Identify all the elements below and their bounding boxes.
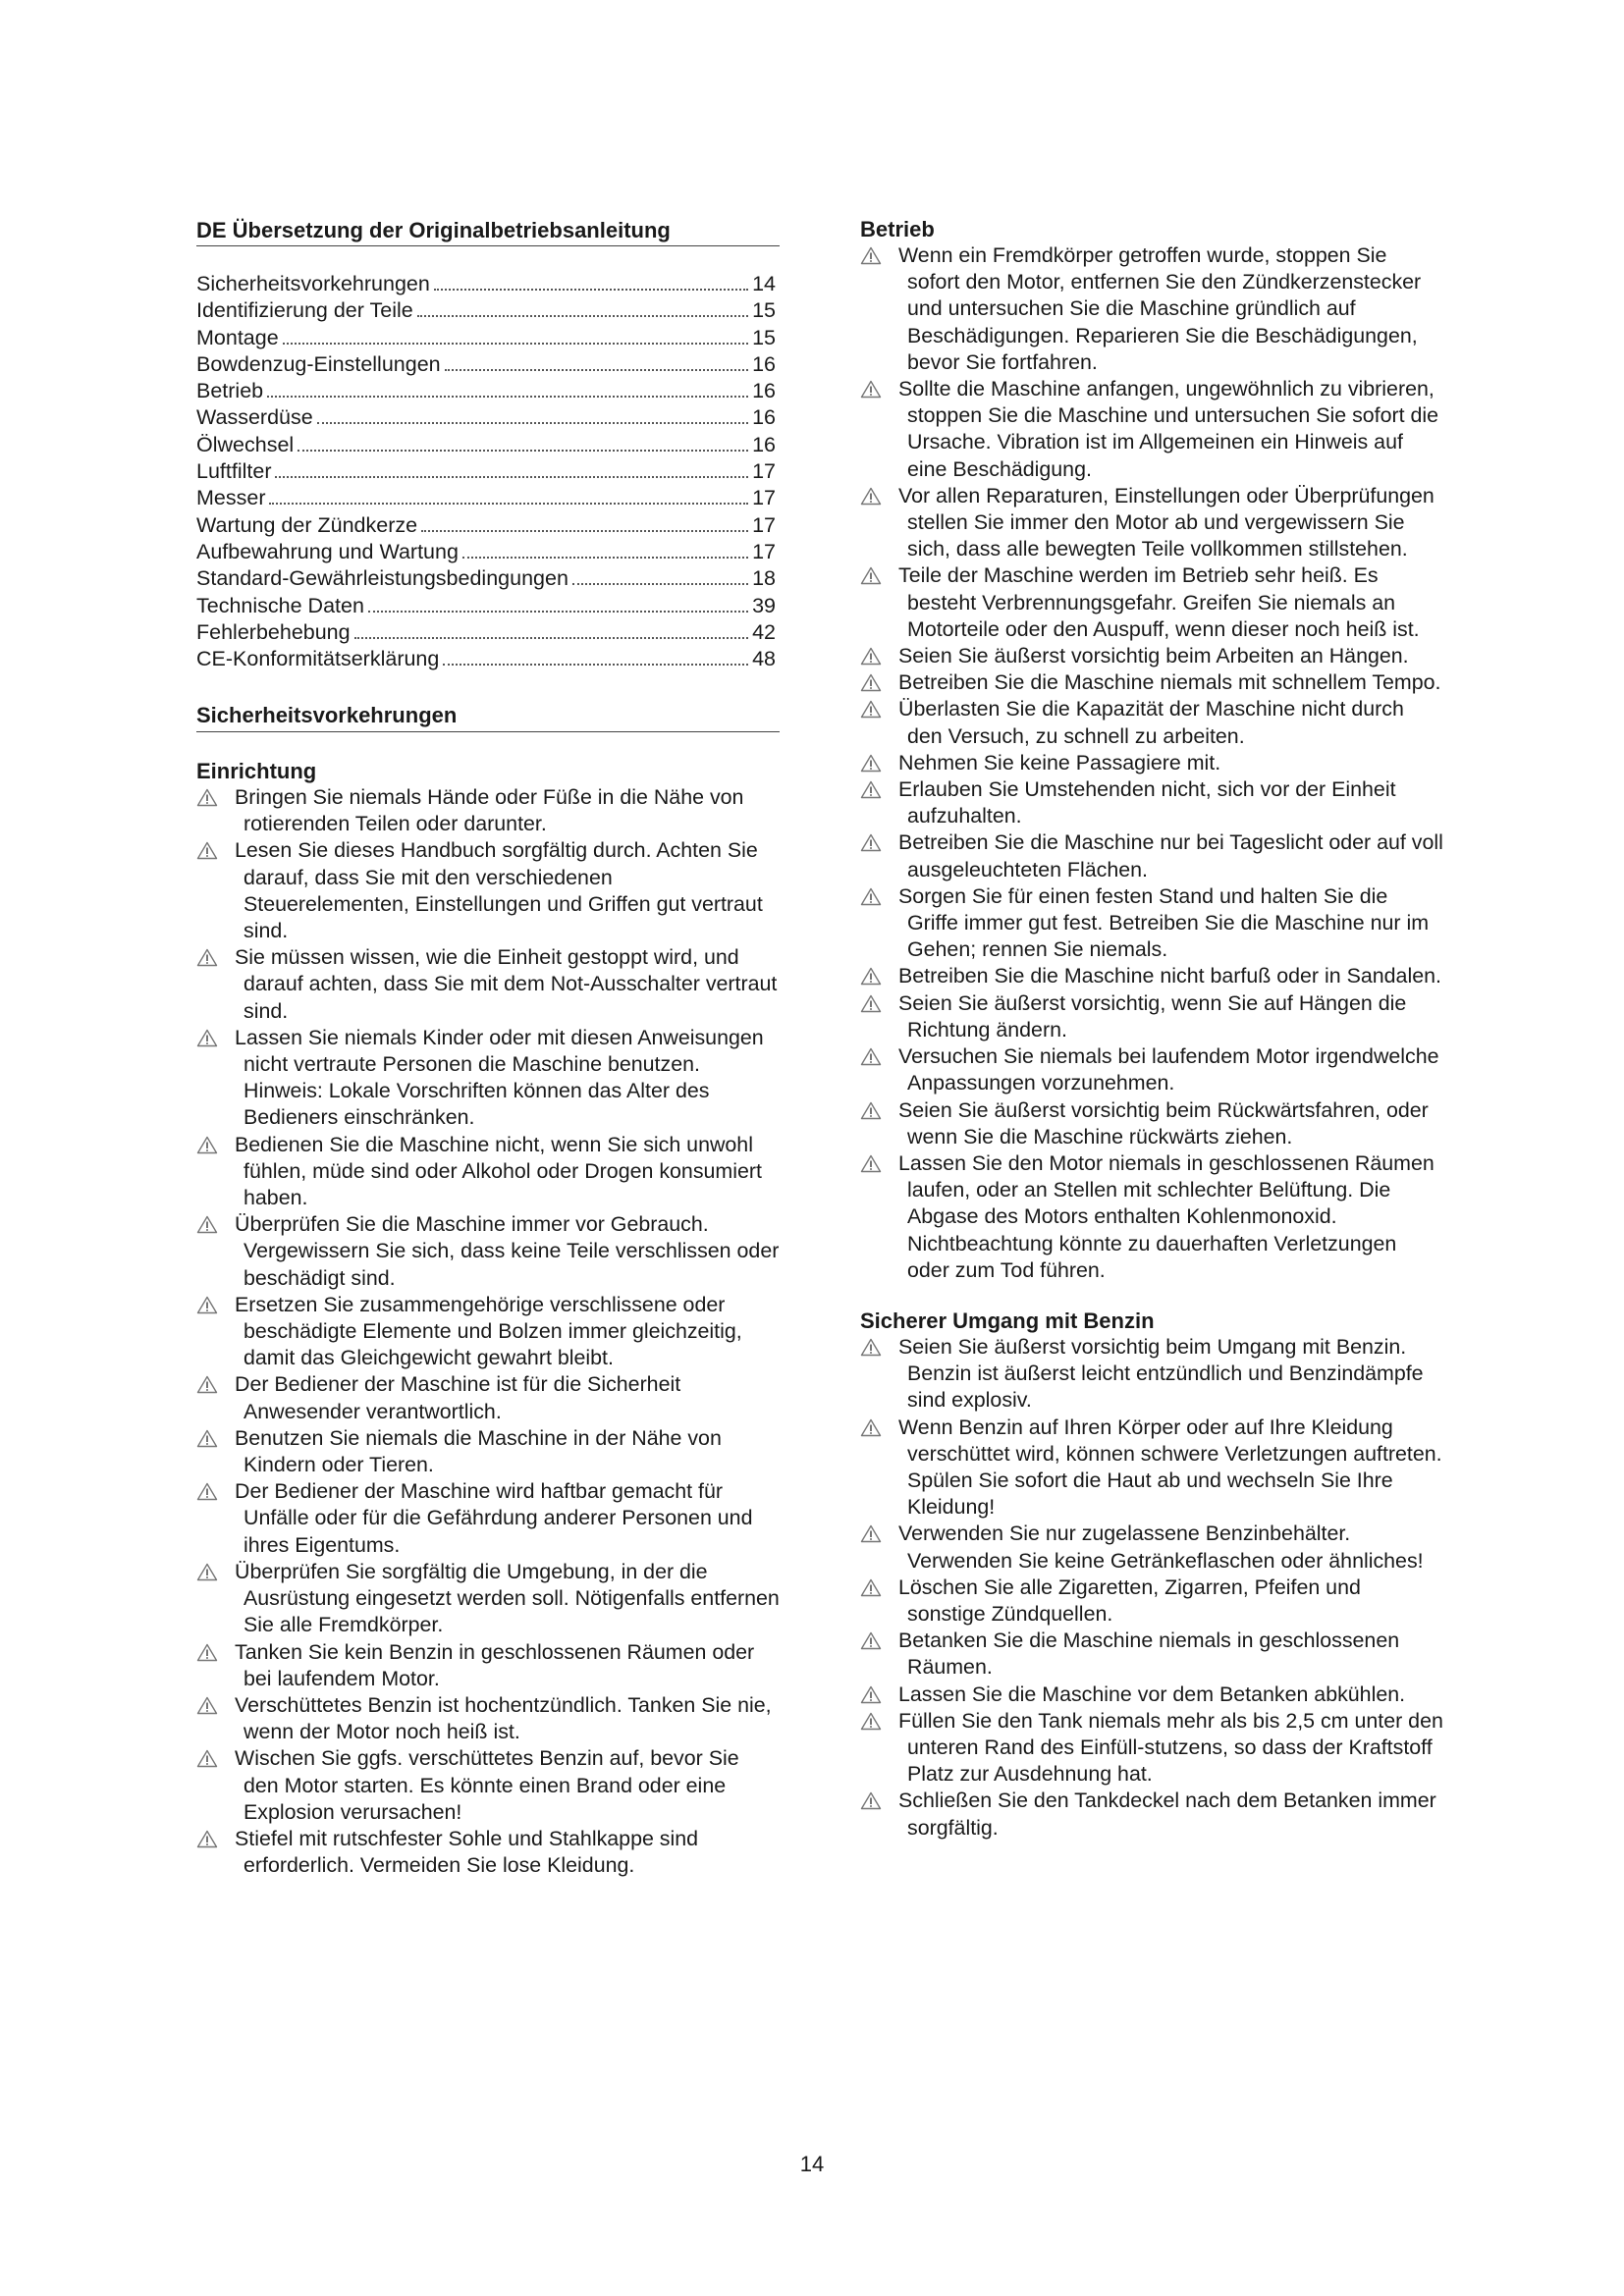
toc-entry-title: Aufbewahrung und Wartung [196, 539, 459, 563]
warning-item [196, 1639, 780, 1692]
warning-triangle-icon [860, 780, 882, 799]
safety-operation-block [860, 216, 1443, 1842]
warning-list-einrichtung [196, 784, 780, 1879]
warning-item [196, 1826, 780, 1879]
toc-dot-leader [283, 343, 748, 345]
toc-dot-leader [317, 422, 748, 424]
warning-text: Bringen Sie niemals Hände oder Füße in die Nähe von rotierenden Teilen oder darunter. [235, 785, 744, 836]
toc-entry [196, 512, 776, 539]
toc-dot-leader [275, 476, 748, 478]
subheading-betrieb: Betrieb [860, 217, 935, 241]
warning-triangle-icon [860, 1524, 882, 1543]
toc-dot-leader [445, 369, 748, 371]
warning-triangle-icon [860, 967, 882, 986]
warning-triangle-icon [196, 788, 218, 807]
warning-text: Überlasten Sie die Kapazität der Maschine nicht durch den Versuch, zu schnell zu arbeiten. [898, 697, 1404, 748]
toc-entry-page: 15 [752, 298, 776, 323]
toc-entry [196, 271, 776, 297]
warning-item [196, 1478, 780, 1559]
toc-entry-title: Ölwechsel [196, 432, 295, 456]
table-of-contents [196, 271, 776, 672]
toc-entry [196, 325, 776, 351]
toc-entry [196, 646, 776, 672]
warning-triangle-icon [860, 754, 882, 773]
warning-item [196, 837, 780, 944]
toc-entry-title: Luftfilter [196, 459, 272, 484]
warning-item [196, 1371, 780, 1424]
toc-dot-leader [368, 611, 748, 613]
toc-entry [196, 565, 776, 592]
warning-text: Wischen Sie ggfs. verschüttetes Benzin auf, bevor Sie den Motor starten. Es könnte einen Brand oder eine Explosion verursachen! [235, 1746, 739, 1824]
warning-text: Sollte die Maschine anfangen, ungewöhnlich zu vibrieren, stoppen Sie die Maschine und untersuchen Sie sofort die Ursache. Vibration ist im Allgemeinen ein Hinweis auf eine Beschädigung. [898, 377, 1439, 481]
toc-entry [196, 432, 776, 458]
warning-list-benzin [860, 1334, 1443, 1842]
warning-text: Überprüfen Sie die Maschine immer vor Gebrauch. Vergewissern Sie sich, dass keine Teile verschlissen oder beschädigt sind. [235, 1212, 780, 1290]
warning-text: Betanken Sie die Maschine niemals in geschlossenen Räumen. [898, 1629, 1400, 1680]
warning-item [860, 1708, 1443, 1789]
toc-entry-page: 17 [752, 486, 776, 510]
warning-item [860, 829, 1443, 882]
warning-item [860, 1575, 1443, 1628]
warning-item [196, 1025, 780, 1132]
toc-entry-page: 14 [752, 272, 776, 295]
toc-dot-leader [298, 450, 748, 452]
warning-triangle-icon [860, 1578, 882, 1597]
warning-item [860, 376, 1443, 483]
warning-item [860, 483, 1443, 563]
toc-entry-title: Messer [196, 486, 266, 510]
warning-triangle-icon [860, 1712, 882, 1731]
warning-item [860, 1097, 1443, 1150]
warning-triangle-icon [860, 1685, 882, 1704]
toc-entry-page: 15 [752, 325, 776, 349]
toc-dot-leader [421, 530, 748, 532]
warning-item [860, 562, 1443, 643]
warning-text: Wenn Benzin auf Ihren Körper oder auf Ihre Kleidung verschüttet wird, können schwere Verletzungen auftreten. Spülen Sie sofort die Haut ab und wechseln Sie Ihre Kleidung! [898, 1415, 1442, 1520]
warning-triangle-icon [860, 487, 882, 506]
toc-entry [196, 485, 776, 511]
warning-triangle-icon [860, 1338, 882, 1357]
warning-triangle-icon [196, 1136, 218, 1154]
warning-text: Betreiben Sie die Maschine nicht barfuß oder in Sandalen. [898, 964, 1441, 988]
warning-item [196, 784, 780, 837]
warning-text: Der Bediener der Maschine wird haftbar gemacht für Unfälle oder für die Gefährdung anderer Personen und ihres Eigentums. [235, 1479, 753, 1557]
warning-item [860, 1521, 1443, 1574]
warning-item [860, 1788, 1443, 1841]
warning-item [860, 750, 1443, 776]
warning-text: Füllen Sie den Tank niemals mehr als bis 2,5 cm unter den unteren Rand des Einfüll-stutzens, so dass der Kraftstoff Platz zur Ausdehnung hat. [898, 1708, 1443, 1787]
toc-entry [196, 404, 776, 431]
warning-text: Versuchen Sie niemals bei laufendem Motor irgendwelche Anpassungen vorzunehmen. [898, 1044, 1439, 1095]
warning-triangle-icon [860, 673, 882, 692]
toc-entry-title: CE-Konformitätserklärung [196, 647, 440, 671]
toc-entry-page: 17 [752, 539, 776, 563]
warning-triangle-icon [196, 1215, 218, 1234]
warning-triangle-icon [196, 1375, 218, 1394]
warning-item [860, 1150, 1443, 1284]
warning-item [196, 1745, 780, 1826]
warning-triangle-icon [860, 700, 882, 719]
safety-setup-block [196, 758, 780, 1879]
warning-item [196, 1132, 780, 1212]
warning-text: Tanken Sie kein Benzin in geschlossenen Räumen oder bei laufendem Motor. [235, 1639, 755, 1690]
subheading-benzin: Sicherer Umgang mit Benzin [860, 1308, 1155, 1333]
warning-triangle-icon [196, 948, 218, 967]
toc-entry [196, 378, 776, 404]
toc-entry-title: Wasserdüse [196, 405, 313, 430]
warning-triangle-icon [196, 1029, 218, 1047]
toc-entry-title: Betrieb [196, 379, 264, 403]
warning-triangle-icon [196, 1482, 218, 1501]
subheading-einrichtung: Einrichtung [196, 759, 317, 783]
toc-entry [196, 351, 776, 378]
warning-text: Stiefel mit rutschfester Sohle und Stahlkappe sind erforderlich. Vermeiden Sie lose Kleidung. [235, 1826, 699, 1878]
warning-text: Nehmen Sie keine Passagiere mit. [898, 750, 1221, 774]
warning-text: Seien Sie äußerst vorsichtig beim Arbeiten an Hängen. [898, 644, 1409, 668]
warning-triangle-icon [860, 1418, 882, 1437]
warning-triangle-icon [860, 1631, 882, 1650]
warning-text: Lassen Sie die Maschine vor dem Betanken abkühlen. [898, 1682, 1406, 1706]
warning-text: Der Bediener der Maschine ist für die Sicherheit Anwesender verantwortlich. [235, 1372, 681, 1423]
warning-item [860, 1628, 1443, 1681]
warning-text: Wenn ein Fremdkörper getroffen wurde, stoppen Sie sofort den Motor, entfernen Sie den Zündkerzenstecker und untersuchen Sie die Maschine gründlich auf Beschädigungen. Reparieren Sie die Beschädigungen, bevor Sie fortfahren. [898, 243, 1422, 374]
warning-triangle-icon [196, 1830, 218, 1848]
warning-text: Sie müssen wissen, wie die Einheit gestoppt wird, und darauf achten, dass Sie mit dem Not-Ausschalter vertraut sind. [235, 945, 778, 1023]
toc-entry-title: Wartung der Zündkerze [196, 512, 418, 537]
warning-item [196, 1292, 780, 1372]
toc-entry-page: 16 [752, 405, 776, 430]
warning-triangle-icon [196, 1296, 218, 1314]
toc-entry-page: 16 [752, 351, 776, 376]
warning-list-betrieb [860, 242, 1443, 1284]
warning-item [860, 963, 1443, 989]
warning-text: Seien Sie äußerst vorsichtig, wenn Sie auf Hängen die Richtung ändern. [898, 990, 1407, 1041]
toc-entry [196, 458, 776, 485]
warning-triangle-icon [860, 566, 882, 585]
warning-triangle-icon [860, 887, 882, 906]
toc-entry-page: 42 [752, 619, 776, 644]
warning-item [860, 1682, 1443, 1708]
toc-dot-leader [434, 289, 748, 291]
toc-dot-leader [443, 664, 748, 666]
document-title: DE Übersetzung der Originalbetriebsanleitung [196, 218, 780, 246]
warning-item [860, 883, 1443, 964]
warning-triangle-icon [196, 1563, 218, 1581]
toc-dot-leader [267, 396, 748, 398]
toc-entry-title: Bowdenzug-Einstellungen [196, 351, 441, 376]
warning-triangle-icon [196, 1643, 218, 1662]
warning-text: Lassen Sie niemals Kinder oder mit diesen Anweisungen nicht vertraute Personen die Maschine benutzen. Hinweis: Lokale Vorschriften können das Alter des Bedieners einschränken. [235, 1025, 764, 1130]
warning-item [860, 242, 1443, 376]
warning-text: Erlauben Sie Umstehenden nicht, sich vor der Einheit aufzuhalten. [898, 777, 1396, 828]
toc-dot-leader [462, 557, 748, 559]
warning-text: Seien Sie äußerst vorsichtig beim Rückwärtsfahren, oder wenn Sie die Maschine rückwärts ziehen. [898, 1097, 1429, 1148]
warning-text: Betreiben Sie die Maschine nur bei Tageslicht oder auf voll ausgeleuchteten Flächen. [898, 830, 1443, 881]
warning-text: Vor allen Reparaturen, Einstellungen oder Überprüfungen stellen Sie immer den Motor ab und vergewissern Sie sich, dass alle bewegten Teile vollkommen stillstehen. [898, 483, 1435, 561]
warning-triangle-icon [860, 1791, 882, 1810]
warning-text: Ersetzen Sie zusammengehörige verschlissene oder beschädigte Elemente und Bolzen immer gleichzeitig, damit das Gleichgewicht gewahrt bleibt. [235, 1292, 742, 1370]
toc-entry-title: Technische Daten [196, 593, 364, 617]
toc-entry-title: Sicherheitsvorkehrungen [196, 272, 430, 295]
toc-dot-leader [269, 503, 748, 505]
warning-triangle-icon [860, 246, 882, 265]
toc-dot-leader [572, 583, 748, 585]
toc-entry [196, 297, 776, 324]
toc-entry-page: 39 [752, 593, 776, 617]
toc-entry-page: 48 [752, 647, 776, 671]
warning-triangle-icon [196, 1696, 218, 1715]
warning-triangle-icon [860, 1154, 882, 1173]
warning-text: Sorgen Sie für einen festen Stand und halten Sie die Griffe immer gut fest. Betreiben Sie die Maschine nur im Gehen; rennen Sie niemals. [898, 883, 1430, 962]
warning-text: Überprüfen Sie sorgfältig die Umgebung, in der die Ausrüstung eingesetzt werden soll. Nötigenfalls entfernen Sie alle Fremdkörper. [235, 1559, 780, 1637]
warning-item [860, 776, 1443, 829]
toc-dot-leader [417, 315, 748, 317]
toc-entry [196, 593, 776, 619]
warning-triangle-icon [860, 1047, 882, 1066]
page-number: 14 [799, 2152, 825, 2176]
warning-triangle-icon [196, 841, 218, 860]
warning-text: Löschen Sie alle Zigaretten, Zigarren, Pfeifen und sonstige Zündquellen. [898, 1575, 1361, 1626]
warning-triangle-icon [860, 833, 882, 852]
toc-entry-page: 16 [752, 379, 776, 403]
warning-item [860, 643, 1443, 669]
warning-text: Betreiben Sie die Maschine niemals mit schnellem Tempo. [898, 670, 1441, 695]
toc-entry-title: Identifizierung der Teile [196, 298, 413, 323]
warning-item [860, 1334, 1443, 1415]
warning-triangle-icon [196, 1429, 218, 1448]
warning-text: Seien Sie äußerst vorsichtig beim Umgang mit Benzin. Benzin ist äußerst leicht entzündlich und Benzindämpfe sind explosiv. [898, 1334, 1424, 1413]
warning-text: Verwenden Sie nur zugelassene Benzinbehälter. Verwenden Sie keine Getränkeflaschen oder ähnliches! [898, 1522, 1424, 1573]
toc-entry-page: 16 [752, 432, 776, 456]
warning-text: Bedienen Sie die Maschine nicht, wenn Sie sich unwohl fühlen, müde sind oder Alkohol oder Drogen konsumiert haben. [235, 1132, 762, 1210]
warning-text: Benutzen Sie niemals die Maschine in der Nähe von Kindern oder Tieren. [235, 1425, 722, 1477]
warning-item [860, 696, 1443, 749]
warning-triangle-icon [860, 1101, 882, 1120]
toc-entry-page: 18 [752, 566, 776, 591]
warning-item [860, 990, 1443, 1043]
warning-item [196, 1425, 780, 1478]
toc-dot-leader [354, 637, 748, 639]
warning-triangle-icon [860, 994, 882, 1013]
toc-entry [196, 539, 776, 565]
warning-item [860, 1415, 1443, 1522]
toc-entry-page: 17 [752, 512, 776, 537]
toc-entry-page: 17 [752, 459, 776, 484]
warning-item [196, 944, 780, 1025]
warning-text: Teile der Maschine werden im Betrieb sehr heiß. Es besteht Verbrennungsgefahr. Greifen Sie niemals an Motorteile oder den Auspuff, wenn dieser noch heiß ist. [898, 563, 1420, 641]
warning-text: Lesen Sie dieses Handbuch sorgfältig durch. Achten Sie darauf, dass Sie mit den verschiedenen Steuerelementen, Einstellungen und Griffen gut vertraut sind. [235, 838, 763, 943]
warning-item [196, 1692, 780, 1745]
toc-entry-title: Montage [196, 325, 279, 349]
warning-item [860, 1043, 1443, 1096]
warning-triangle-icon [196, 1749, 218, 1768]
warning-text: Schließen Sie den Tankdeckel nach dem Betanken immer sorgfältig. [898, 1789, 1436, 1840]
warning-item [196, 1559, 780, 1639]
warning-item [860, 669, 1443, 696]
toc-entry [196, 619, 776, 646]
section-title-safety: Sicherheitsvorkehrungen [196, 703, 780, 732]
warning-text: Verschüttetes Benzin ist hochentzündlich. Tanken Sie nie, wenn der Motor noch heiß ist. [235, 1692, 772, 1744]
toc-entry-title: Standard-Gewährleistungsbedingungen [196, 566, 568, 591]
warning-text: Lassen Sie den Motor niemals in geschlossenen Räumen laufen, oder an Stellen mit schlechter Belüftung. Die Abgase des Motors enthalten Kohlenmonoxid. Nichtbeachtung könnte zu dauerhaften Verletzungen oder zum Tod führen. [898, 1150, 1435, 1282]
toc-entry-title: Fehlerbehebung [196, 619, 351, 644]
warning-triangle-icon [860, 647, 882, 666]
warning-triangle-icon [860, 380, 882, 399]
warning-item [196, 1211, 780, 1292]
